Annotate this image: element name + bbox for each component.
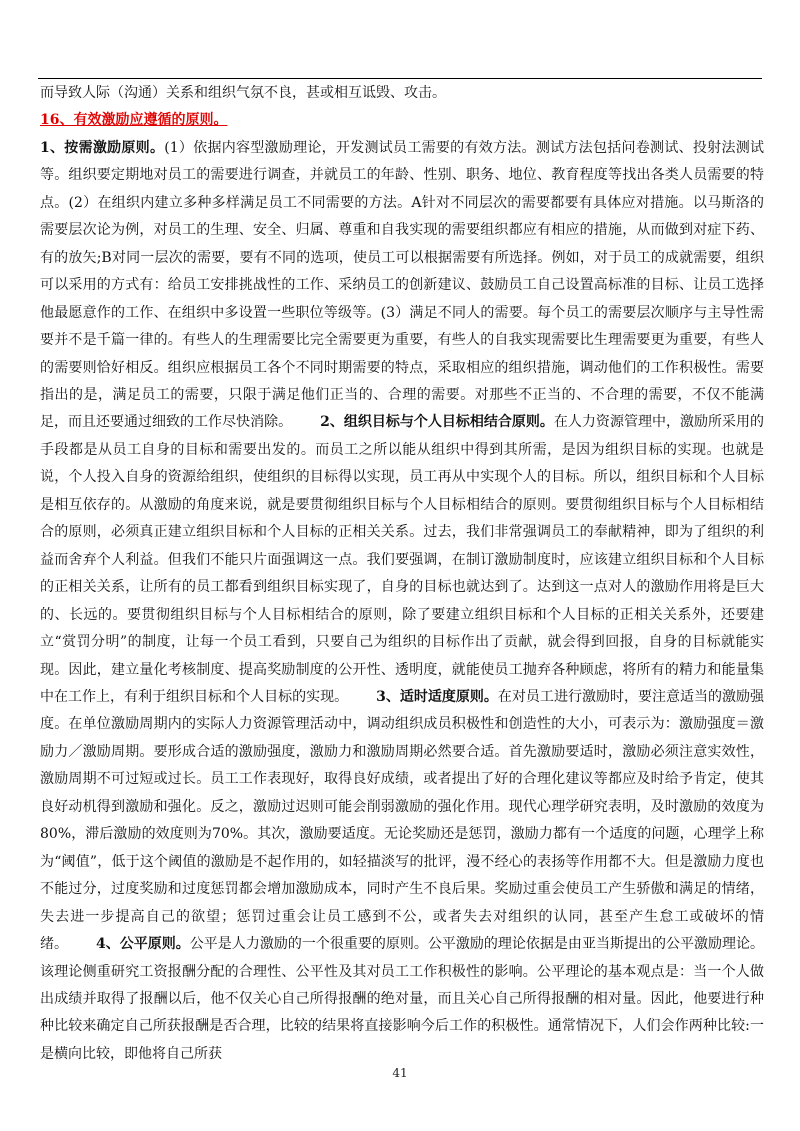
principle-4-title: 4、公平原则。 (96, 936, 190, 953)
principle-3-title: 3、适时适度原则。 (376, 688, 498, 705)
principle-1-body: (1）依据内容型激励理论，开发测试员工需要的有效方法。测试方法包括问卷测试、投射法测试等。组织要定期地对员工的需要进行调查，并就员工的年龄、性别、职务、地位、教育程度等找出各类人员需要的特点。(2）在组织内建立多种多样满足员工不同需要的方法。A针对不同层次的需要都要有具体应对措施。以马斯洛的需要层次论为例，对员工的生理、安全、归属、尊重和自我实现的需要组织都应有相应的措施，从而做到对症下药、有的放矢;B对同一层次的需要，要有不同的选项，使员工可以根据需要有所选择。例如，对于员工的成就需要，组织可以采用的方式有：给员工安排挑战性的工作、采纳员工的创新建议、鼓励员工自己设置高标准的目标、让员工选择他最愿意作的工作、在组织中多设置一些职位等级等。(3）满足不同人的需要。每个员工的需要层次顺序与主导性需要并不是千篇一律的。有些人的生理需要比完全需要更为重要，有些人的自我实现需要比生理需要更为重要，有些人的需要则恰好相反。组织应根据员工各个不同时期需要的特点，采取相应的组织措施，调动他们的工作积极性。需要指出的是，满足员工的需要，只限于满足他们正当的、合理的需要。对那些不正当的、不合理的需要，不仅不能满足，而且还要通过细致的工作尽快消除。 (40, 139, 764, 431)
principle-4-body: 公平是人力激励的一个很重要的原则。公平激励的理论依据是由亚当斯提出的公平激励理论。该理论侧重研究工资报酬分配的合理性、公平性及其对员工工作积极性的影响。公平理论的基本观点是：当一个人做出成绩并取得了报酬以后，他不仅关心自己所得报酬的绝对量，而且关心自己所得报酬的相对量。因此，他要进行种种比较来确定自己所获报酬是否合理，比较的结果将直接影响今后工作的积极性。通常情况下，人们会作两种比较:一是横向比较，即他将自己所获 (40, 936, 764, 1062)
principle-3-body: 在对员工进行激励时，要注意适当的激励强度。在单位激励周期内的实际人力资源管理活动中，调动组织成员积极性和创造性的大小，可表示为：激励强度＝激励力／激励周期。要形成合适的激励强度，激励力和激励周期必然要合适。首先激励要适时，激励必须注意实效性，激励周期不可过短或过长。员工工作表现好，取得良好成绩，或者提出了好的合理化建议等都应及时给予肯定，使其良好动机得到激励和强化。反之，激励过迟则可能会削弱激励的强化作用。现代心理学研究表明，及时激励的效度为80%，滞后激励的效度则为70%。其次，激励要适度。无论奖励还是惩罚，激励力都有一个适度的问题，心理学上称为“阈值”，低于这个阈值的激励是不起作用的，如轻描淡写的批评，漫不经心的表扬等作用都不大。但是激励力度也不能过分，过度奖励和过度惩罚都会增加激励成本，同时产生不良后果。奖励过重会使员工产生骄傲和满足的情绪，失去进一步提高自己的欲望；惩罚过重会让员工感到不公，或者失去对组织的认同，甚至产生怠工或破坏的情绪。 (40, 688, 765, 953)
section-heading (40, 107, 764, 134)
principle-2-title: 2、组织目标与个人目标相结合原则。 (320, 414, 554, 431)
body-paragraph (40, 135, 764, 1068)
header-rule (38, 78, 762, 79)
principle-1-title: 1、按需激励原则。 (40, 139, 165, 156)
page-number: 41 (392, 1066, 408, 1080)
intro-line: 而导致人际（沟通）关系和组织气氛不良，甚或相互诋毁、攻击。 (40, 85, 446, 101)
page-content (40, 80, 764, 1068)
principle-2-body: 在人力资源管理中，激励所采用的手段都是从员工自身的目标和需要出发的。而员工之所以能从组织中得到其所需，是因为组织目标的实现。也就是说，个人投入自身的资源给组织，使组织的目标得以实现，员工再从中实现个人的目标。所以，组织目标和个人目标是相互依存的。从激励的角度来说，就是要贯彻组织目标与个人目标相结合的原则。要贯彻组织目标与个人目标相结合的原则，必须真正建立组织目标和个人目标的正相关关系。过去，我们非常强调员工的奉献精神，即为了组织的利益而舍弃个人利益。但我们不能只片面强调这一点。我们要强调，在制订激励制度时，应该建立组织目标和个人目标的正相关关系，让所有的员工都看到组织目标实现了，自身的目标也就达到了。达到这一点对人的激励作用将是巨大的、长远的。要贯彻组织目标与个人目标相结合的原则，除了要建立组织目标和个人目标的正相关关系外，还要建立“赏罚分明”的制度，让每一个员工看到，只要自己为组织的目标作出了贡献，就会得到回报，自身的目标就能实现。因此，建立量化考核制度、提高奖励制度的公开性、透明度，就能使员工抛弃各种顾虑，将所有的精力和能量集中在工作上，有利于组织目标和个人目标的实现。 (40, 414, 764, 705)
section-heading-text: 16、有效激励应遵循的原则。 (40, 112, 228, 129)
